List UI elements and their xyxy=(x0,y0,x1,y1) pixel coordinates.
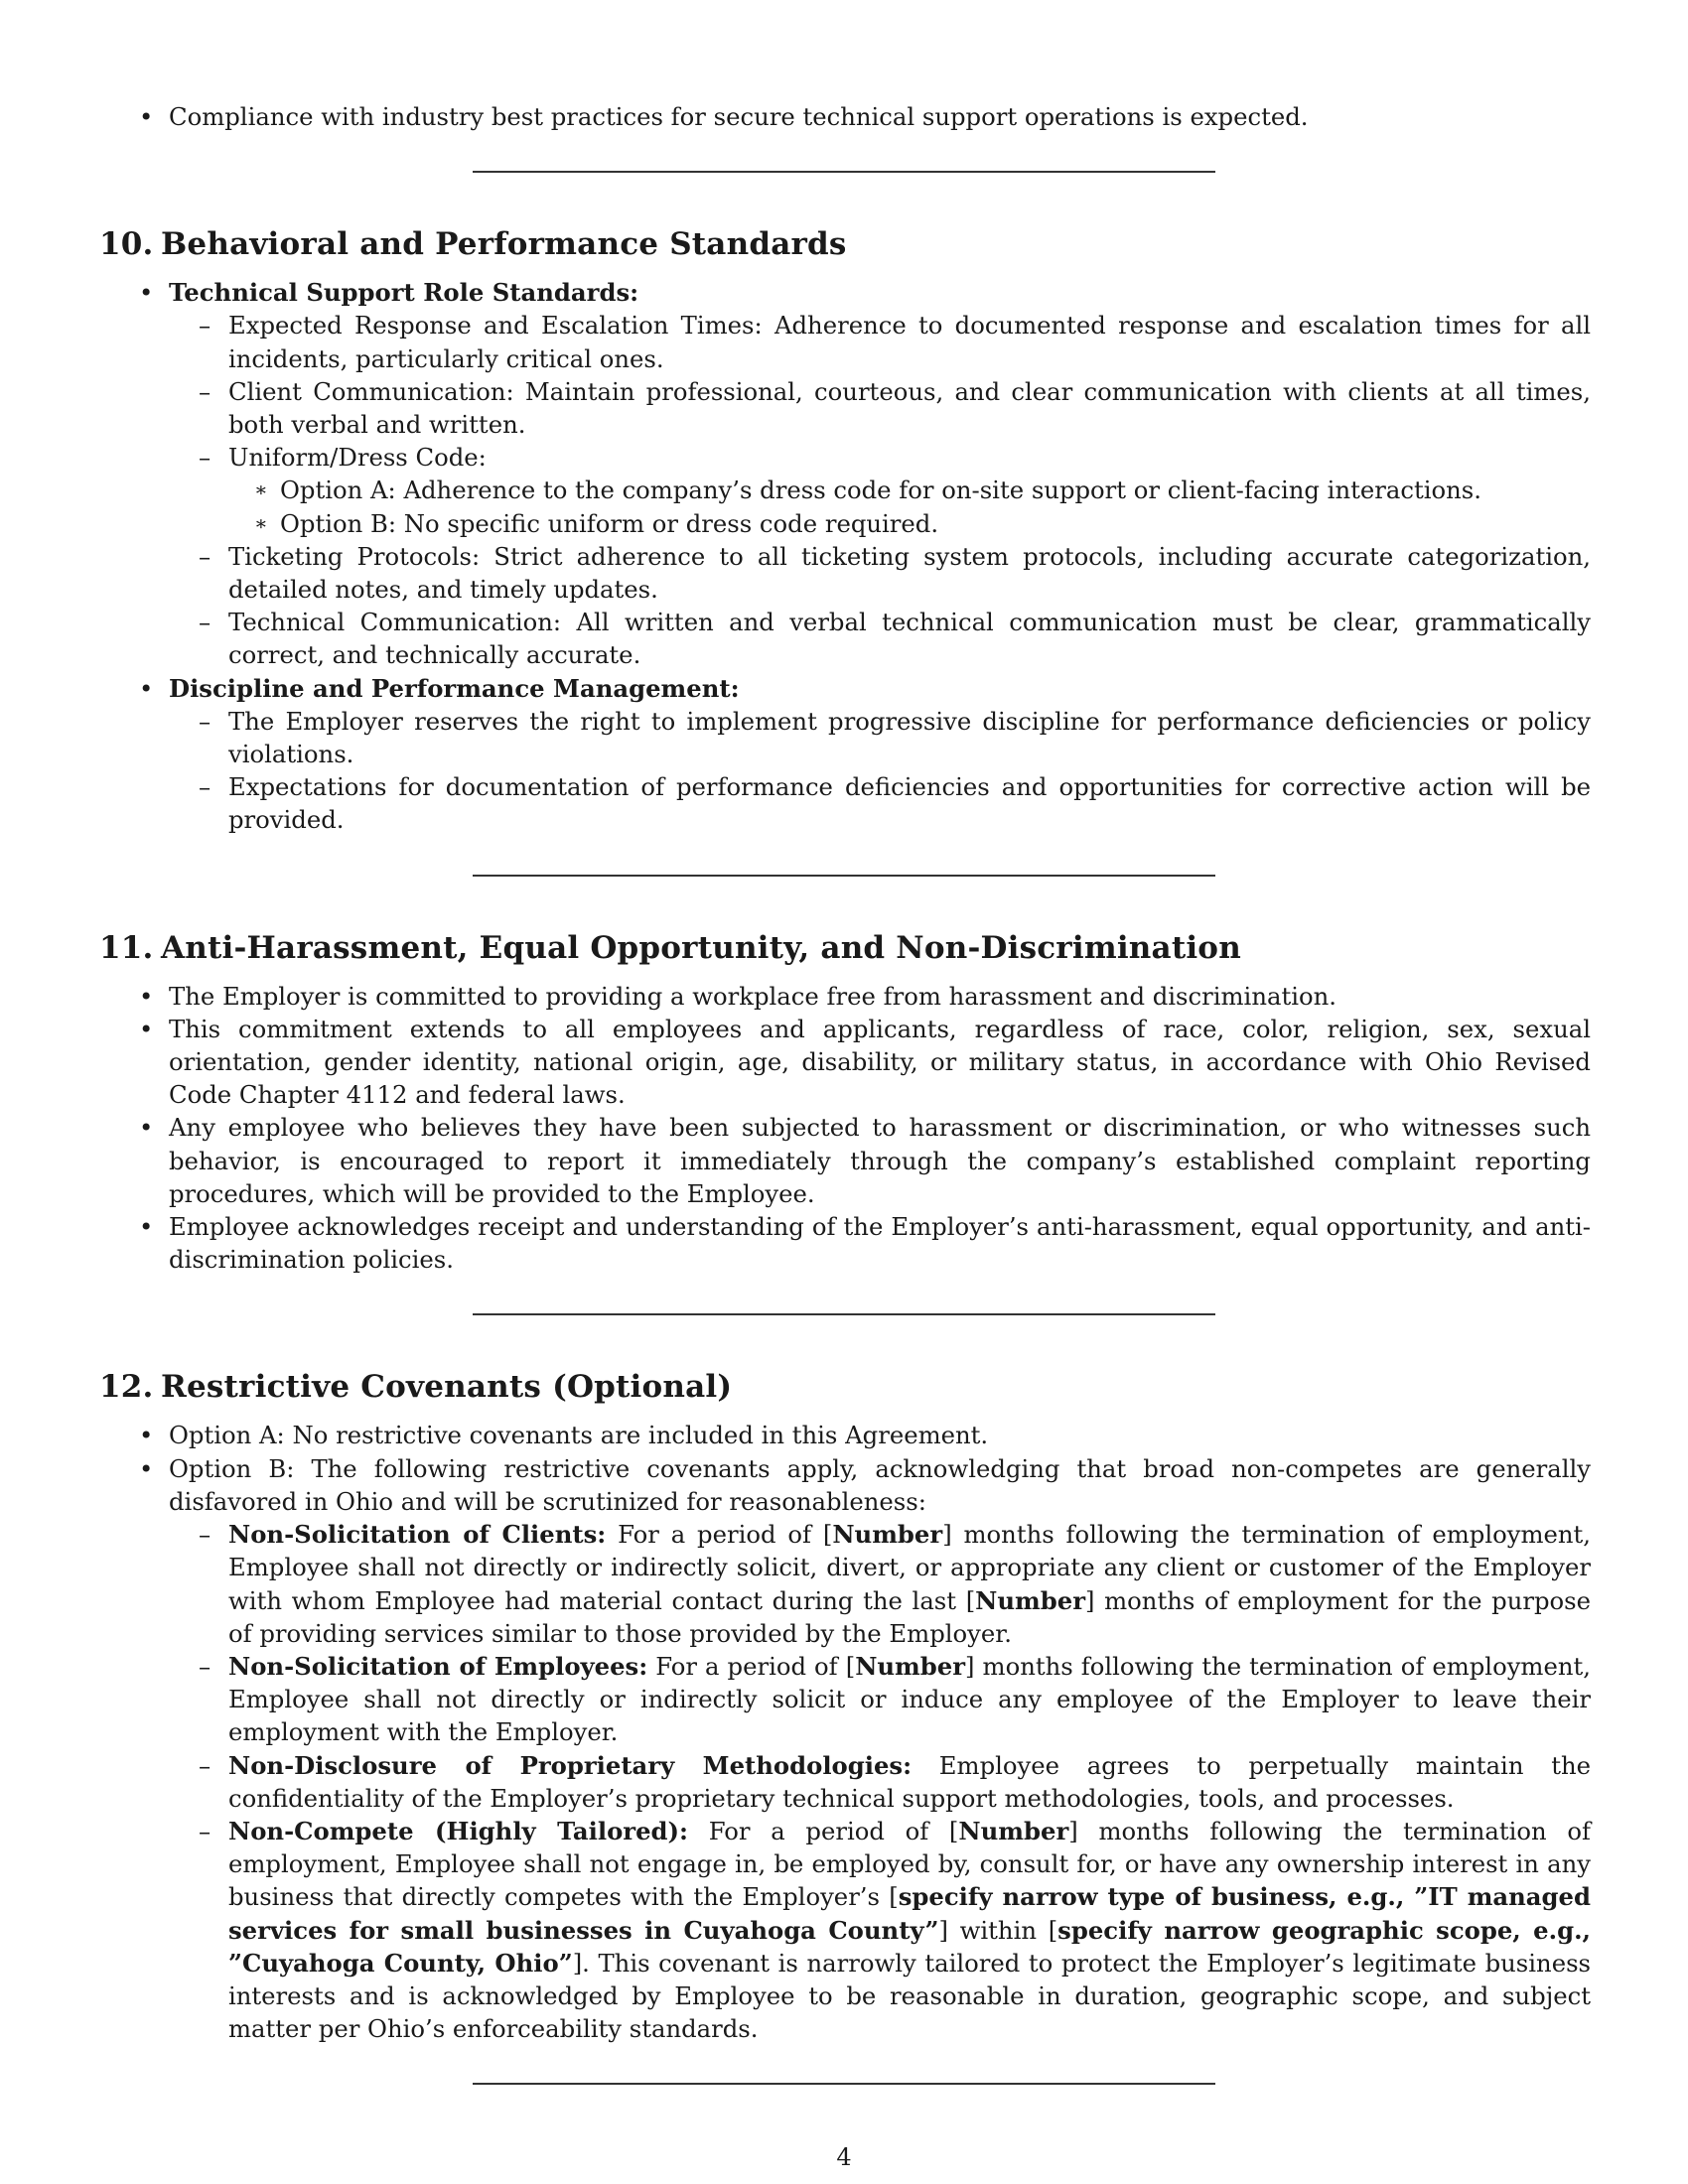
page-number: 4 xyxy=(836,2143,852,2171)
section-10-heading: 10. Behavioral and Performance Standards xyxy=(99,226,847,263)
section-10-list xyxy=(99,276,1591,836)
dash-icon: – xyxy=(199,1816,211,1845)
bullet-icon: • xyxy=(139,1014,154,1043)
covenants-list xyxy=(169,1518,1591,2045)
section-divider xyxy=(473,171,1215,173)
dress-code-options xyxy=(228,474,1591,539)
list-item: • Option A: No restrictive covenants are included in this Agreement. xyxy=(169,1419,1591,1451)
dash-icon: – xyxy=(199,443,211,473)
section-11-heading-wrap xyxy=(99,928,1591,968)
list-item: • The Employer is committed to providing a workplace free from harassment and discrimination. xyxy=(169,980,1591,1013)
option-item: ∗ Option A: Adherence to the company’s dress code for on-site support or client-facing interactions. xyxy=(280,474,1591,506)
sublist-item: – Ticketing Protocols: Strict adherence to all ticketing system protocols, including accurate categorization, detailed notes, and timely updates. xyxy=(199,541,1591,605)
covenant-non-solicitation-clients: – Non-Solicitation of Clients: For a period of [Number] months following the termination of employment, Employee shall not directly or indirectly solicit, divert, or appropriate any client or customer of the Employer with whom Employee had material contact during the last [Number] months of employment for the purpose of providing services similar to those provided by the Employer. xyxy=(199,1520,1592,1648)
list-item: • Compliance with industry best practices for secure technical support operations is expected. xyxy=(169,100,1591,133)
section-12-heading: 12. Restrictive Covenants (Optional) xyxy=(99,1369,733,1406)
covenant-non-solicitation-employees: – Non-Solicitation of Employees: For a period of [Number] months following the termination of employment, Employee shall not directly or indirectly solicit or induce any employee of the Employer to leave their employment with the Employer. xyxy=(199,1651,1591,1747)
section-11-heading: 11. Anti-Harassment, Equal Opportunity, and Non-Discrimination xyxy=(99,929,1241,966)
section-divider xyxy=(473,2083,1215,2085)
option-item: ∗ Option B: No specific uniform or dress code required. xyxy=(280,507,1591,540)
list-item: • Technical Support Role Standards: – Expected Response and Escalation Times: Adherence to documented response and escalation times for all incidents, particularly critical ones. – Client Communication: Maintain professional, courteous, and clear communication with clients at all times, both verbal and written. – Uniform/Dress Code: ∗ Option A: Adherence to the company’s dress code for on-site support or client-facing interactions. ∗ Option B: No specific uniform or dress code required. – Ticketing Protocols: Strict adherence to all ticketing system protocols, including accurate categorization, detailed notes, and timely updates. – Technical Communication: All written and verbal technical communication must be clear, grammatically correct, and technically accurate. xyxy=(169,276,1591,671)
bullet-icon: • xyxy=(139,673,154,703)
sublist-item: – Expectations for documentation of performance deficiencies and opportunities for corrective action will be provided. xyxy=(199,772,1591,835)
intro-list xyxy=(99,100,1591,133)
section-12-list xyxy=(99,1419,1591,2045)
sublist-item: – The Employer reserves the right to implement progressive discipline for performance deficiencies or policy violations. xyxy=(199,706,1591,769)
dash-icon: – xyxy=(199,541,211,571)
dash-icon: – xyxy=(199,608,211,637)
section-12-heading-wrap xyxy=(99,1367,1591,1407)
list-item: • Discipline and Performance Management: – The Employer reserves the right to implement progressive discipline for performance deficiencies or policy violations. – Expectations for documentation of performance deficiencies and opportunities for corrective action will be provided. xyxy=(169,672,1591,837)
dash-icon: – xyxy=(199,311,211,341)
asterisk-icon: ∗ xyxy=(254,478,268,502)
section-11-list xyxy=(99,980,1591,1277)
bullet-icon: • xyxy=(139,981,154,1011)
list-item: • This commitment extends to all employees and applicants, regardless of race, color, religion, sex, sexual orientation, gender identity, national origin, age, disability, or military status, in accordance with Ohio Revised Code Chapter 4112 and federal laws. xyxy=(139,1014,1591,1110)
bullet-icon: • xyxy=(139,1212,154,1242)
sublist-item: – Technical Communication: All written and verbal technical communication must be clear, grammatically correct, and technically accurate. xyxy=(199,608,1591,670)
list-item: • Any employee who believes they have been subjected to harassment or discrimination, or who witnesses such behavior, is encouraged to report it immediately through the company’s established complaint reporting procedures, which will be provided to the Employee. xyxy=(139,1113,1591,1208)
dash-icon: – xyxy=(199,1520,211,1550)
dash-icon: – xyxy=(199,1750,211,1780)
section-divider xyxy=(473,875,1215,877)
bullet-icon: • xyxy=(139,1453,154,1483)
bullet-icon: • xyxy=(139,102,154,131)
bullet-icon: • xyxy=(139,278,154,308)
section-10-heading-wrap xyxy=(99,224,1591,264)
bullet-icon: • xyxy=(139,1421,154,1450)
sublist xyxy=(169,309,1591,671)
list-item: • Option B: The following restrictive covenants apply, acknowledging that broad non-competes are generally disfavored in Ohio and will be scrutinized for reasonableness: – Non-Solicitation of Clients: For a period of [Number] months following the termination of employment, Employee shall not directly or indirectly solicit, divert, or appropriate any client or customer of the Employer with whom Employee had material contact during the last [Number] months of employment for the purpose of providing services similar to those provided by the Employer. – Non-Solicitation of Employees: For a period of [Number] months following the termination of employment, Employee shall not directly or indirectly solicit or induce any employee of the Employer to leave their employment with the Employer. – Non-Disclosure of Proprietary Methodologies: Employee agrees to perpetually maintain the confidentiality of the Employer’s proprietary technical support methodologies, tools, and processes. – Non-Compete (Highly Tailored): For a period of [Number] months following the termination of employment, Employee shall not engage in, be employed by, consult for, or have any ownership interest in any business that directly competes with the Employer’s [specify narrow type of business, e.g., ”IT managed services for small businesses in Cuyahoga County”] within [specify narrow geographic scope, e.g., ”Cuyahoga County, Ohio”]. This covenant is narrowly tailored to protect the Employer’s legitimate business interests and is acknowledged by Employee to be reasonable in duration, geographic scope, and subject matter per Ohio’s enforceability standards. xyxy=(169,1452,1591,2046)
covenant-non-disclosure: – Non-Disclosure of Proprietary Methodologies: Employee agrees to perpetually maintain the confidentiality of the Employer’s proprietary technical support methodologies, tools, and processes. xyxy=(199,1750,1591,1813)
page-content xyxy=(99,100,1591,2085)
dash-icon: – xyxy=(199,772,211,802)
bullet-icon: • xyxy=(139,1113,154,1143)
section-divider xyxy=(473,1313,1215,1315)
covenant-non-compete: – Non-Compete (Highly Tailored): For a period of [Number] months following the termination of employment, Employee shall not engage in, be employed by, consult for, or have any ownership interest in any business that directly competes with the Employer’s [specify narrow type of business, e.g., ”IT managed services for small businesses in Cuyahoga County”] within [specify narrow geographic scope, e.g., ”Cuyahoga County, Ohio”]. This covenant is narrowly tailored to protect the Employer’s legitimate business interests and is acknowledged by Employee to be reasonable in duration, geographic scope, and subject matter per Ohio’s enforceability standards. xyxy=(199,1816,1592,2044)
dash-icon: – xyxy=(199,706,211,736)
sublist xyxy=(169,705,1591,837)
list-item: • Employee acknowledges receipt and understanding of the Employer’s anti-harassment, equal opportunity, and anti-discrimination policies. xyxy=(139,1212,1591,1275)
dash-icon: – xyxy=(199,376,211,406)
sublist-item: – Expected Response and Escalation Times: Adherence to documented response and escalation times for all incidents, particularly critical ones. xyxy=(199,311,1591,373)
asterisk-icon: ∗ xyxy=(254,510,268,535)
sublist-item: – Uniform/Dress Code: ∗ Option A: Adherence to the company’s dress code for on-site support or client-facing interactions. ∗ Option B: No specific uniform or dress code required. xyxy=(228,441,1591,540)
dash-icon: – xyxy=(199,1651,211,1681)
sublist-item: – Client Communication: Maintain professional, courteous, and clear communication with clients at all times, both verbal and written. xyxy=(199,376,1591,440)
